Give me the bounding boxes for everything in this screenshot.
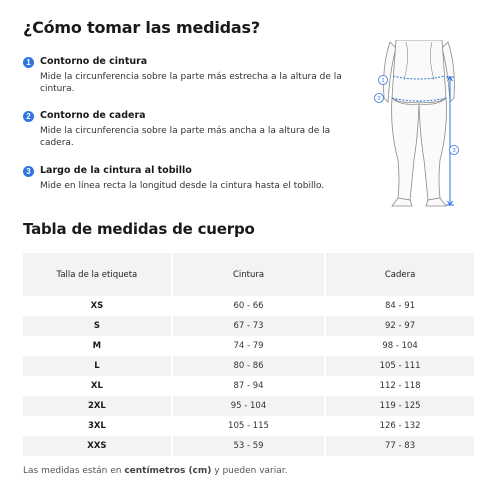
table-row: [23, 376, 474, 396]
waist-cell: 95 - 104: [172, 396, 325, 416]
size-cell: M: [23, 336, 172, 356]
svg-text:1: 1: [381, 78, 385, 85]
hip-cell: 77 - 83: [325, 436, 474, 456]
size-cell: L: [23, 356, 172, 376]
column-header: Cadera: [325, 253, 474, 296]
svg-text:3: 3: [452, 148, 456, 155]
step-description: Mide la circunferencia sobre la parte más estrecha a la altura de la cintura.: [40, 72, 342, 94]
step-number-badge: 2: [23, 111, 34, 122]
size-cell: XL: [23, 376, 172, 396]
table-header-row: [23, 253, 474, 296]
waist-cell: 105 - 115: [172, 416, 325, 436]
step-number-badge: 3: [23, 166, 34, 177]
waist-cell: 74 - 79: [172, 336, 325, 356]
step-description: Mide la circunferencia sobre la parte más ancha a la altura de la cadera.: [40, 126, 331, 148]
step-title: Largo de la cintura al tobillo: [40, 165, 192, 176]
size-cell: 3XL: [23, 416, 172, 436]
table-row: [23, 356, 474, 376]
hip-cell: 84 - 91: [385, 301, 416, 311]
figure-marker: [450, 146, 459, 155]
column-header: Talla de la etiqueta: [23, 253, 172, 296]
waist-cell: 60 - 66: [172, 296, 325, 316]
table-title: Tabla de medidas de cuerpo: [23, 220, 255, 238]
waist-cell: 53 - 59: [172, 436, 325, 456]
footnote: [23, 466, 288, 476]
hip-cell: 92 - 97: [325, 316, 474, 336]
table-row: [23, 296, 474, 316]
size-table: [23, 253, 474, 456]
size-cell: XS: [23, 296, 172, 316]
figure-marker: [379, 76, 388, 85]
waist-cell: 80 - 86: [172, 356, 325, 376]
hip-cell: 126 - 132: [379, 421, 421, 431]
page-title: ¿Cómo tomar las medidas?: [23, 18, 260, 37]
hip-cell: 98 - 104: [382, 341, 418, 351]
table-row: [23, 436, 474, 456]
step-number-badge: 1: [23, 57, 34, 68]
table-row: [23, 416, 474, 436]
waist-cell: 87 - 94: [172, 376, 325, 396]
hip-cell: 112 - 118: [379, 381, 421, 391]
footnote-suffix: y pueden variar.: [211, 466, 288, 476]
figure-marker: [375, 94, 384, 103]
column-header: Cintura: [172, 253, 325, 296]
step-title: Contorno de cadera: [40, 110, 146, 121]
hip-cell: 105 - 111: [325, 356, 474, 376]
size-cell: S: [23, 316, 172, 336]
waist-cell: 67 - 73: [172, 316, 325, 336]
step-description: Mide en línea recta la longitud desde la cintura hasta el tobillo.: [40, 181, 325, 191]
footnote-prefix: Las medidas están en: [23, 466, 125, 476]
footnote-unit: centímetros (cm): [124, 466, 212, 476]
table-row: [23, 316, 474, 336]
size-cell: 2XL: [23, 396, 172, 416]
hip-cell: 119 - 125: [325, 396, 474, 416]
step-title: Contorno de cintura: [40, 56, 148, 67]
table-row: [23, 396, 474, 416]
size-cell: XXS: [23, 436, 172, 456]
table-row: [23, 336, 474, 356]
svg-text:2: 2: [377, 96, 381, 103]
body-measurement-figure: [368, 40, 478, 215]
